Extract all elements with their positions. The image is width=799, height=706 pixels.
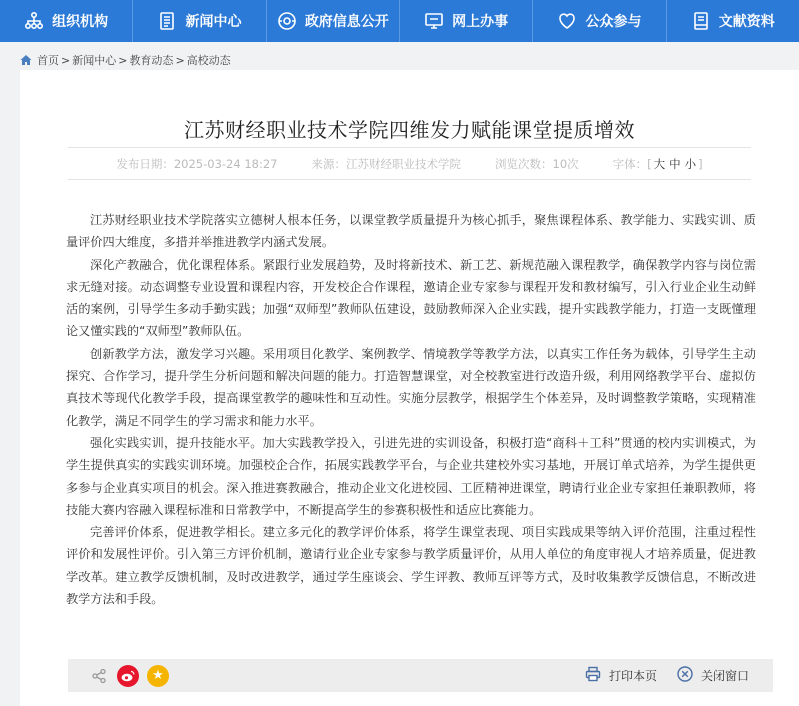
view-count: 浏览次数：10次 (495, 156, 579, 171)
nav-label: 组织机构 (52, 14, 109, 30)
breadcrumb (20, 52, 231, 68)
home-icon (20, 54, 32, 66)
nav-item-literature[interactable] (667, 0, 799, 42)
favorite-star-icon[interactable]: ★ (147, 665, 169, 687)
article-paragraph: 江苏财经职业技术学院落实立德树人根本任务，以课堂教学质量提升为核心抓手，聚焦课程体系、教学能力、实践实训、质量评价四大维度，多措并举推进教学内涵式发展。 (66, 213, 756, 250)
font-size-close: ] (698, 156, 703, 171)
font-size-label: 字体：[ (612, 156, 652, 171)
breadcrumb-news[interactable]: 新闻中心 (72, 54, 117, 67)
nav-item-public-participation[interactable] (533, 0, 666, 42)
nav-label: 新闻中心 (185, 14, 242, 30)
print-button[interactable] (585, 666, 657, 685)
nav-label: 政府信息公开 (304, 14, 389, 30)
font-size-large[interactable]: 大 (653, 156, 666, 171)
article-paragraph: 深化产教融合，优化课程体系。紧跟行业发展趋势，及时将新技术、新工艺、新规范融入课程教学，确保教学内容与岗位需求无缝对接。动态调整专业设置和课程内容，开发校企合作课程，邀请企业专家参与课程开发和教材编写，引入行业企业生动鲜活的案例，引导学生多动手勤实践；加强“双师型”教师队伍建设，鼓励教师深入企业实践，提升实践教学能力，打造一支既懂理论又懂实践的“双师型”教师队伍。 (66, 257, 756, 339)
eye-icon (277, 11, 297, 31)
share-icon[interactable] (91, 668, 107, 684)
breadcrumb-separator: > (175, 53, 185, 67)
article-card (20, 70, 799, 706)
monitor-icon (424, 11, 444, 31)
article-paragraph: 创新教学方法，激发学习兴趣。采用项目化教学、案例教学、情境教学等教学方法，以真实工作任务为载体，引导学生主动探究、合作学习，提升学生分析问题和解决问题的能力。打造智慧课堂，对全校教室进行改造升级，利用网络教学平台、虚拟仿真技术等现代化教学手段，提高课堂教学的趣味性和互动性。实施分层教学，根据学生个体差异，及时调整教学策略，实现精准化教学，满足不同学生的学习需求和能力水平。 (66, 346, 756, 428)
print-label: 打印本页 (608, 669, 657, 683)
weibo-share-icon[interactable] (117, 665, 139, 687)
printer-icon (585, 666, 601, 685)
article-actions (585, 666, 749, 685)
article-title: 江苏财经职业技术学院四维发力赋能课堂提质增效 (184, 118, 635, 142)
breadcrumb-edu-news[interactable]: 教育动态 (129, 54, 174, 67)
nav-item-online-service[interactable] (400, 0, 533, 42)
publish-date: 发布日期：2025-03-24 18:27 (116, 156, 278, 171)
nav-label: 网上办事 (452, 14, 509, 30)
article-paragraph: 强化实践实训，提升技能水平。加大实践教学投入，引进先进的实训设备，积极打造“商科＋工科”贯通的校内实训模式，为学生提供真实的实践实训环境。加强校企合作，拓展实践教学平台，与企业共建校外实习基地，开展订单式培养，为学生提供更多参与企业真实项目的机会。深入推进赛教融合，推动企业文化进校园、工匠精神进课堂，聘请行业企业专家担任兼职教师，将技能大赛内容融入课程标准和日常教学中，不断提高学生的参赛积极性和适应比赛能力。 (66, 435, 756, 517)
org-chart-icon (24, 11, 44, 31)
nav-item-gov-info[interactable] (267, 0, 400, 42)
font-size-medium[interactable]: 中 (669, 156, 681, 171)
article-footer-bar (68, 659, 773, 692)
nav-label: 公众参与 (585, 14, 642, 30)
article-body (66, 209, 756, 610)
breadcrumb-university-news[interactable]: 高校动态 (186, 54, 231, 67)
close-circle-icon (677, 666, 693, 685)
nav-item-org[interactable] (0, 0, 133, 42)
nav-item-news[interactable] (133, 0, 266, 42)
breadcrumb-home[interactable]: 首页 (37, 54, 59, 67)
close-label: 关闭窗口 (700, 669, 749, 683)
article-paragraph: 完善评价体系，促进教学相长。建立多元化的教学评价体系，将学生课堂表现、项目实践成果等纳入评价范围，注重过程性评价和发展性评价。引入第三方评价机制，邀请行业企业专家参与教学质量评价，从用人单位的角度审视人才培养质量，促进教学改革。建立教学反馈机制，及时改进教学，通过学生座谈会、学生评教、教师互评等方式，及时收集教学反馈信息，不断改进教学方法和手段。 (66, 525, 756, 607)
article-meta (68, 147, 751, 180)
article-source: 来源：江苏财经职业技术学院 (311, 156, 461, 171)
document-icon (157, 11, 177, 31)
top-nav (0, 0, 799, 42)
font-size-control (613, 156, 703, 172)
breadcrumb-separator: > (61, 53, 71, 67)
breadcrumb-separator: > (118, 53, 128, 67)
heart-icon (557, 11, 577, 31)
font-size-small[interactable]: 小 (684, 156, 697, 171)
close-window-button[interactable] (677, 666, 749, 685)
nav-label: 文献资料 (718, 14, 775, 30)
book-icon (691, 11, 711, 31)
